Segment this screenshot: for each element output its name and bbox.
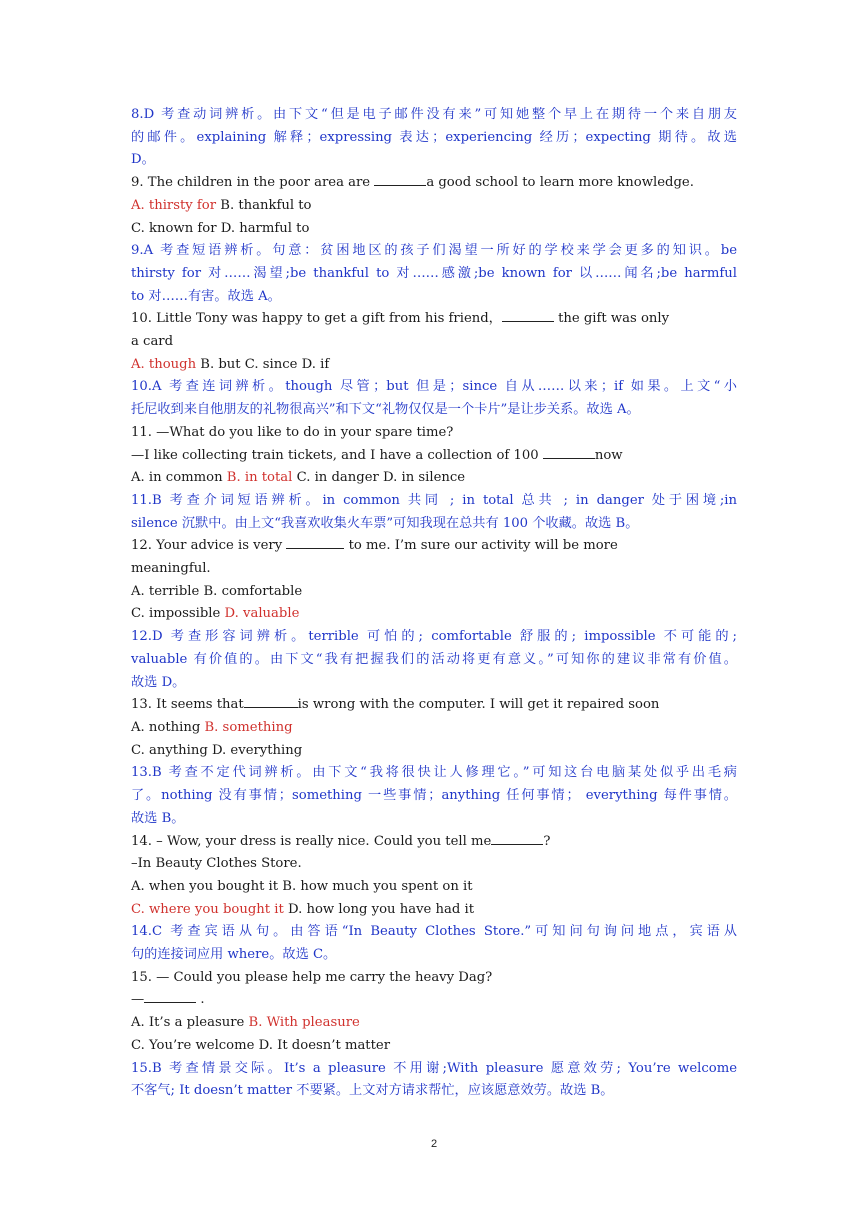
explanation-9-line3: to 对……有害。故选 A。 [131,288,281,304]
question-10-line2: a card [131,334,174,350]
question-15-reply: — . [131,992,205,1008]
options-13-line1: A. nothing B. something [131,719,293,735]
question-9: 9. The children in the poor area are a good school to learn more knowledge. [131,175,694,191]
answer-blank [502,309,554,322]
options-15-line2: C. You’re welcome D. It doesn’t matter [131,1037,391,1053]
explanation-11-line2: silence 沉默中。由上文“我喜欢收集火车票”可知我现在总共有 100 个收藏。故选 B。 [131,515,639,531]
question-11-line2: —I like collecting train tickets, and I have a collection of 100 now [131,447,623,463]
question-10: 10. Little Tony was happy to get a gift from his friend， the gift was only [131,311,670,327]
correct-option: B. something [204,719,293,735]
explanation-10-line2: 托尼收到来自他朋友的礼物很高兴”和下文“礼物仅仅是一个卡片”是让步关系。故选 A。 [131,402,640,418]
correct-option: B. With pleasure [248,1015,360,1031]
options-9-line2: C. known for D. harmful to [131,220,310,236]
correct-option: C. where you bought it [131,901,284,917]
explanation-12-line1: 12.D 考查形容词辨析。terrible 可怕的; comfortable 舒服的; impossible 不可能的; [131,629,737,645]
question-15: 15. — Could you please help me carry the heavy Dag? [131,969,493,985]
question-13: 13. It seems that is wrong with the computer. I will get it repaired soon [131,697,660,713]
explanation-12-line3: 故选 D。 [131,674,186,690]
answer-blank [374,173,426,186]
options-12-line1: A. terrible B. comfortable [131,583,303,599]
correct-option: B. in total [226,470,293,486]
answer-blank [244,695,298,708]
options-9-line1: A. thirsty for B. thankful to [131,197,312,213]
question-12: 12. Your advice is very to me. I’m sure our activity will be more [131,538,618,554]
explanation-9-line2: thirsty for 对……渴望;be thankful to 对……感激;be known for 以……闻名;be harmful [131,265,737,281]
explanation-14-line1: 14.C 考查宾语从句。由答语“In Beauty Clothes Store.”可知问句询问地点，宾语从 [131,924,737,940]
correct-option: D. valuable [224,606,300,622]
explanation-14-line2: 句的连接词应用 where。故选 C。 [131,947,337,963]
explanation-13-line1: 13.B 考查不定代词辨析。由下文“我将很快让人修理它。”可知这台电脑某处似乎出毛病 [131,765,737,781]
options-10: A. though B. but C. since D. if [131,356,330,372]
options-15-line1: A. It’s a pleasure B. With pleasure [131,1015,360,1031]
explanation-9-line1: 9.A 考查短语辨析。句意：贫困地区的孩子们渴望一所好的学校来学会更多的知识。be [131,243,737,259]
options-14-line1: A. when you bought it B. how much you spent on it [131,878,473,894]
page-number: 2 [430,1138,438,1150]
answer-blank [286,536,344,549]
question-14: 14. – Wow, your dress is really nice. Could you tell me ? [131,833,551,849]
question-14-reply: –In Beauty Clothes Store. [131,856,302,872]
explanation-11-line1: 11.B 考查介词短语辨析。in common 共同 ; in total 总共 ; in danger 处于困境;in [131,492,737,508]
explanation-10-line1: 10.A 考查连词辨析。though 尽管；but 但是；since 自从……以来；if 如果。上文“小 [131,379,737,395]
explanation-12-line2: valuable 有价值的。由下文“我有把握我们的活动将更有意义。”可知你的建议非常有价值。 [131,651,737,667]
question-11-line1: 11. —What do you like to do in your spare time? [131,424,454,440]
explanation-8-line2: 的邮件。explaining 解释；expressing 表达；experiencing 经历；expecting 期待。故选 [131,129,737,145]
options-13-line2: C. anything D. everything [131,742,303,758]
answer-blank [144,990,196,1003]
correct-option: A. though [131,356,197,372]
document-body [131,104,737,1103]
question-12-line2: meaningful. [131,561,211,577]
explanation-15-line2: 不客气; It doesn’t matter 不要紧。上文对方请求帮忙，应该愿意效劳。故选 B。 [131,1083,614,1099]
explanation-8-line3: D。 [131,152,155,168]
options-12-line2: C. impossible D. valuable [131,606,300,622]
explanation-13-line2: 了。nothing 没有事情；something 一些事情；anything 任何事情； everything 每件事情。 [131,788,737,804]
answer-blank [543,446,595,459]
explanation-8-line1: 8.D 考查动词辨析。由下文“但是电子邮件没有来”可知她整个早上在期待一个来自朋友 [131,107,737,122]
explanation-15-line1: 15.B 考查情景交际。It’s a pleasure 不用谢;With pleasure 愿意效劳; You’re welcome [131,1060,737,1076]
answer-blank [491,832,543,845]
options-11: A. in common B. in total C. in danger D. in silence [131,470,466,486]
explanation-13-line3: 故选 B。 [131,810,185,826]
options-14-line2: C. where you bought it D. how long you have had it [131,901,475,917]
correct-option: A. thirsty for [131,197,217,213]
